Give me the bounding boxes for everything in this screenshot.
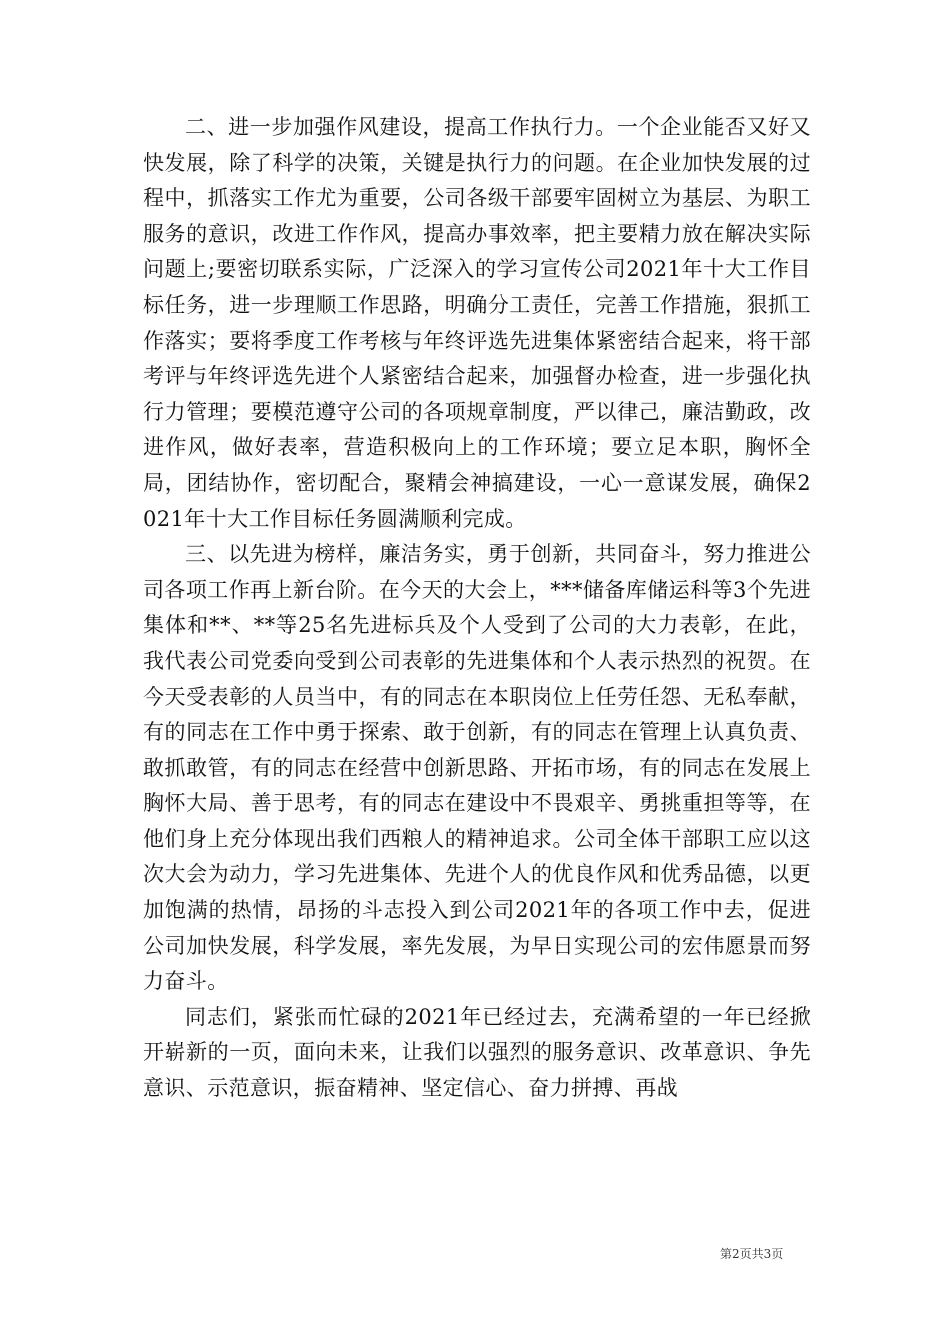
document-body	[143, 110, 811, 1107]
paragraph-closing: 同志们，紧张而忙碌的2021年已经过去，充满希望的一年已经掀开崭新的一页，面向未来，让我们以强烈的服务意识、改革意识、争先意识、示范意识，振奋精神、坚定信心、奋力拼搏、再战	[143, 1004, 811, 1101]
page-number	[720, 1245, 783, 1262]
page-number-label: 第2页共3页	[720, 1247, 784, 1261]
paragraph-section-three: 三、以先进为榜样，廉洁务实，勇于创新，共同奋斗，努力推进公司各项工作再上新台阶。在今天的大会上，***储备库储运科等3个先进集体和**、**等25名先进标兵及个人受到了公司的大力表彰，在此，我代表公司党委向受到公司表彰的先进集体和个人表示热烈的祝贺。在今天受表彰的人员当中，有的同志在本职岗位上任劳任怨、无私奉献，有的同志在工作中勇于探索、敢于创新，有的同志在管理上认真负责、敢抓敢管，有的同志在经营中创新思路、开拓市场，有的同志在发展上胸怀大局、善于思考，有的同志在建设中不畏艰辛、勇挑重担等等，在他们身上充分体现出我们西粮人的精神追求。公司全体干部职工应以这次大会为动力，学习先进集体、先进个人的优良作风和优秀品德，以更加饱满的热情，昂扬的斗志投入到公司2021年的各项工作中去，促进公司加快发展，科学发展，率先发展，为早日实现公司的宏伟愿景而努力奋斗。	[143, 542, 811, 994]
paragraph-section-two: 二、进一步加强作风建设，提高工作执行力。一个企业能否又好又快发展，除了科学的决策，关键是执行力的问题。在企业加快发展的过程中，抓落实工作尤为重要，公司各级干部要牢固树立为基层、为职工服务的意识，改进工作作风，提高办事效率，把主要精力放在解决实际问题上;要密切联系实际，广泛深入的学习宣传公司2021年十大工作目标任务，进一步理顺工作思路，明确分工责任，完善工作措施，狠抓工作落实；要将季度工作考核与年终评选先进集体紧密结合起来，将干部考评与年终评选先进个人紧密结合起来，加强督办检查，进一步强化执行力管理；要模范遵守公司的各项规章制度，严以律己，廉洁勤政，改进作风，做好表率，营造积极向上的工作环境；要立足本职，胸怀全局，团结协作，密切配合，聚精会神搞建设，一心一意谋发展，确保2021年十大工作目标任务圆满顺利完成。	[143, 115, 811, 531]
